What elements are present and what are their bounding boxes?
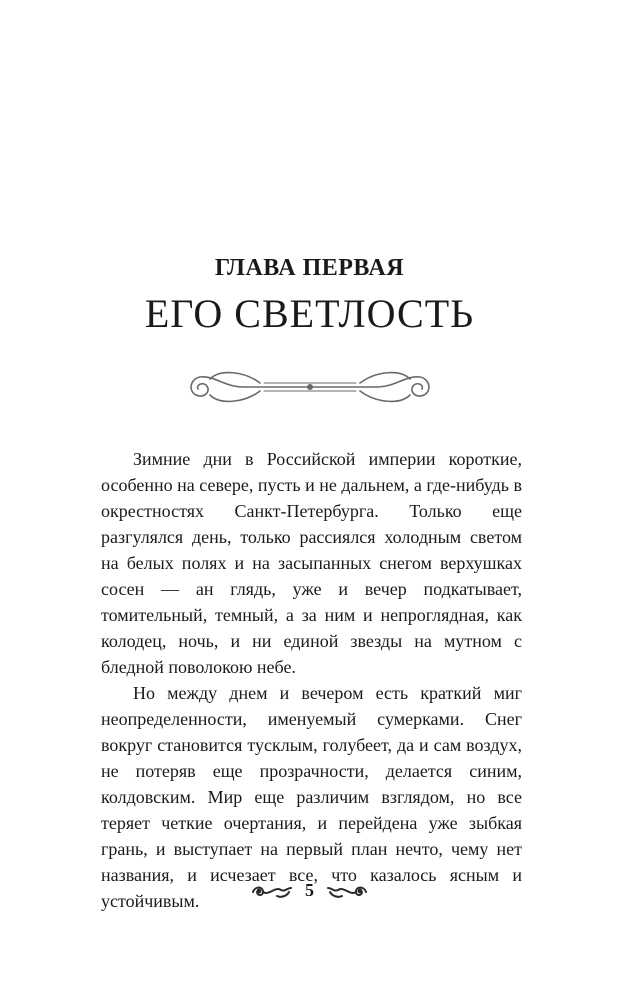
chapter-label: ГЛАВА ПЕРВАЯ [214, 255, 405, 281]
paragraph: Зимние дни в Российской империи короткие, особенно на севере, пусть и не дальнем, а где-нибудь в окрестностях Санкт-Петербурга. Только еще разгулялся день, только рассиялся холодным светом на белых полях и на засыпанных снегом верхушках сосен — ан глядь, уже и вечер подкатывает, томительный, темный, а за ним и непроглядная, как колодец, ночь, и ни единой звезды на мутном с бледной поволокою небе. [101, 449, 522, 677]
page-footer [0, 880, 619, 901]
flourish-left-icon [251, 882, 295, 900]
flourish-divider-icon [184, 365, 436, 409]
paragraph: Но между днем и вечером есть краткий миг неопределенности, именуемый сумерками. Снег вокруг становится тусклым, голубеет, да и сам воздух, не потеряв еще прозрачности, делается синим, колдовским. Мир еще различим взглядом, но все теряет четкие очертания, и перейдена уже зыбкая грань, и выступает на первый план нечто, чему нет названия, и исчезает все, что казалось ясным и устойчивым. [101, 683, 522, 911]
chapter-title: ЕГО СВЕТЛОСТЬ [144, 291, 475, 336]
body-text [101, 446, 522, 914]
page-number: 5 [305, 880, 314, 900]
flourish-right-icon [324, 882, 368, 900]
